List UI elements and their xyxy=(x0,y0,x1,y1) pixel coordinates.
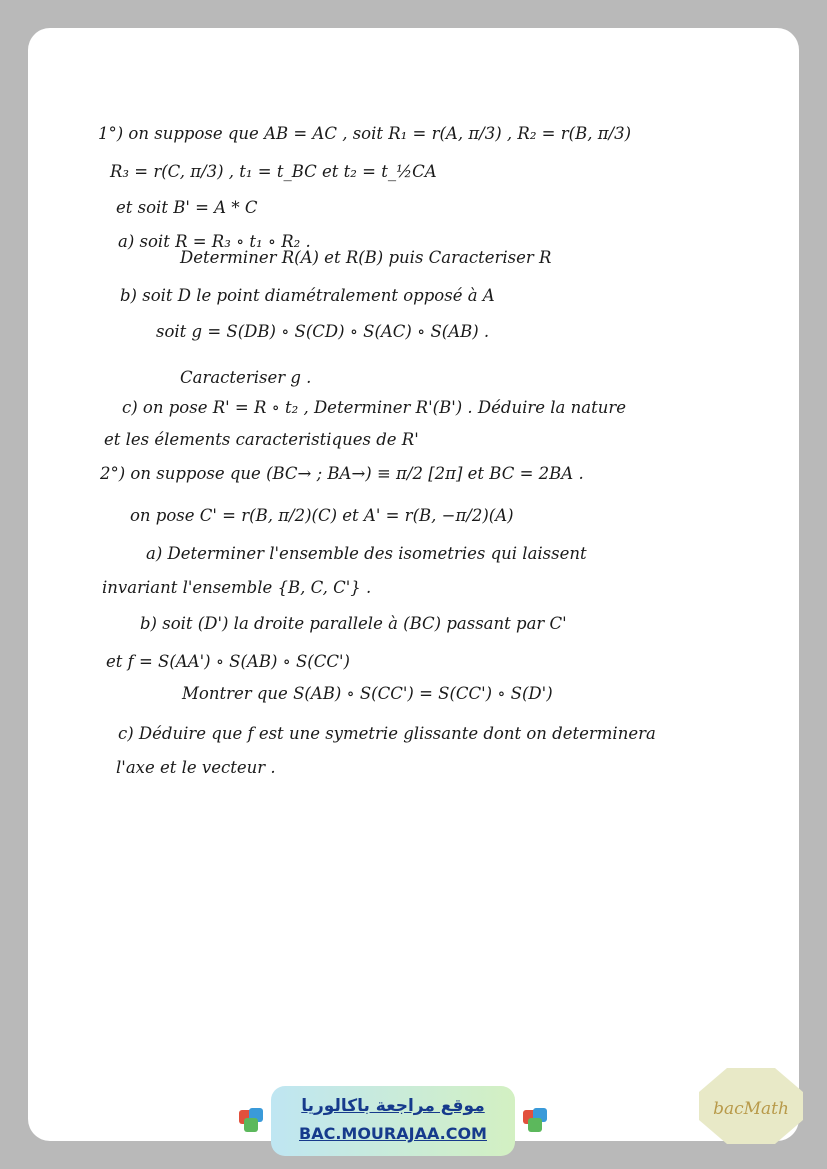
text-line: c) on pose R' = R ∘ t₂ , Determiner R'(B') . Déduire la nature xyxy=(122,398,626,417)
site-name-arabic[interactable]: موقع مراجعة باكالوريا xyxy=(301,1096,485,1116)
document-page xyxy=(28,28,799,1141)
bacmath-badge xyxy=(697,1066,805,1146)
text-line: a) Determiner l'ensemble des isometries qui laissent xyxy=(146,544,587,563)
text-line: l'axe et le vecteur . xyxy=(116,758,276,777)
text-line: a) soit R = R₃ ∘ t₁ ∘ R₂ . xyxy=(118,232,311,251)
text-line: et soit B' = A * C xyxy=(116,198,258,217)
text-line: et f = S(AA') ∘ S(AB) ∘ S(CC') xyxy=(106,652,350,671)
site-banner[interactable] xyxy=(271,1086,515,1156)
text-line: soit g = S(DB) ∘ S(CD) ∘ S(AC) ∘ S(AB) . xyxy=(156,322,490,341)
text-line: invariant l'ensemble {B, C, C'} . xyxy=(102,578,372,597)
text-line: Caracteriser g . xyxy=(180,368,312,387)
text-line: R₃ = r(C, π/3) , t₁ = t_BC et t₂ = t_½CA xyxy=(110,162,437,181)
site-logo-left xyxy=(233,1100,269,1136)
text-line: c) Déduire que f est une symetrie glissante dont on determinera xyxy=(118,724,656,743)
text-line: b) soit (D') la droite parallele à (BC) passant par C' xyxy=(140,614,567,633)
site-logo-right xyxy=(517,1100,553,1136)
text-line: 2°) on suppose que (BC→ ; BA→) ≡ π/2 [2π] et BC = 2BA . xyxy=(100,464,584,483)
text-line: Determiner R(A) et R(B) puis Caracteriser R xyxy=(180,248,552,267)
text-line: 1°) on suppose que AB = AC , soit R₁ = r(A, π/3) , R₂ = r(B, π/3) xyxy=(98,124,632,143)
site-url-link[interactable]: BAC.MOURAJAA.COM xyxy=(299,1124,487,1143)
text-line: on pose C' = r(B, π/2)(C) et A' = r(B, −π/2)(A) xyxy=(130,506,514,525)
badge-label: bacMath xyxy=(713,1099,789,1119)
text-line: et les élements caracteristiques de R' xyxy=(104,430,419,449)
text-line: b) soit D le point diamétralement opposé à A xyxy=(120,286,495,305)
text-line: Montrer que S(AB) ∘ S(CC') = S(CC') ∘ S(D') xyxy=(182,684,553,703)
